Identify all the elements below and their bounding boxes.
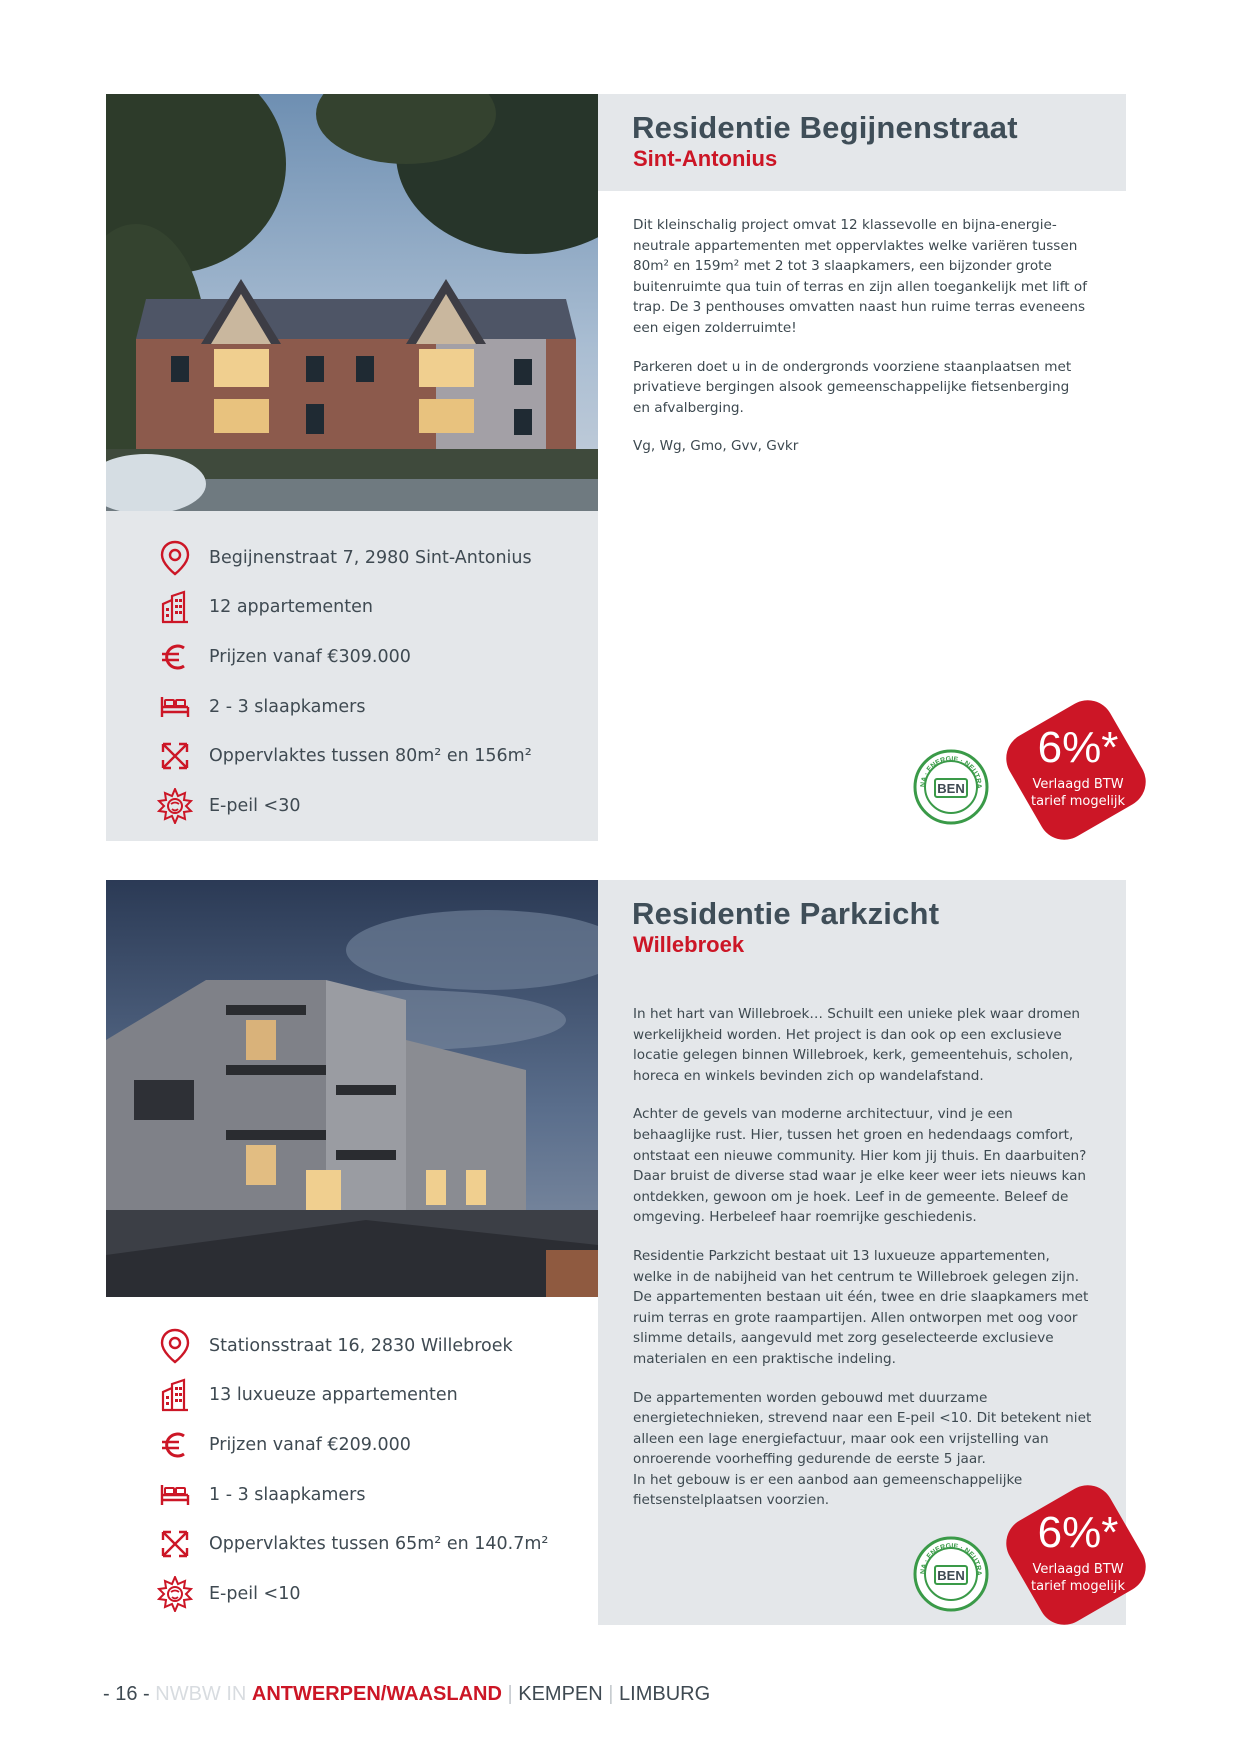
building-icon [155, 1375, 195, 1415]
euro-icon [155, 1425, 195, 1465]
page-footer [103, 1683, 710, 1706]
bed-icon [155, 1475, 195, 1515]
feature-label: Oppervlaktes tussen 80m² en 156m² [209, 746, 532, 767]
bed-icon [155, 687, 195, 727]
vat-line-2: tarief mogelijk [1031, 794, 1125, 809]
project-photo [106, 880, 598, 1297]
ben-seal-ring-text: NA · ENERGIE · NEUTRA [919, 1542, 983, 1576]
description-paragraph: Vg, Wg, Gmo, Gvv, Gvkr [633, 438, 799, 455]
sun-energy-icon [155, 786, 195, 826]
project-location: Willebroek [633, 932, 745, 957]
feature-list [155, 533, 532, 831]
project-description [633, 1004, 1093, 1529]
description-paragraph: Achter de gevels van moderne architectuur, vind je een behaaglijke rust. Hier, tussen het groen en hedendaags comfort, ontstaat een nieuwe community. Hier kom jij thuis. En daarbuiten? Daar bruist de diverse stad waar je elke keer weer iets nieuws kan ontdekken, gewoon om je hoek. Leef in de gemeente. Beleef de omgeving. Herbeleef haar roemrijke geschiedenis. [633, 1106, 1087, 1226]
feature-label: E-peil <30 [209, 795, 301, 816]
vat-line-2: tarief mogelijk [1031, 1579, 1125, 1594]
feature-label: Oppervlaktes tussen 65m² en 140.7m² [209, 1534, 549, 1555]
vat-percent: 6%* [1037, 1508, 1119, 1557]
feature-label: 1 - 3 slaapkamers [209, 1484, 366, 1505]
footer-separator: | [608, 1683, 614, 1705]
vat-line-1: Verlaagd BTW [1032, 1562, 1124, 1577]
feature-label: Prijzen vanaf €209.000 [209, 1434, 411, 1455]
footer-region[interactable]: LIMBURG [619, 1683, 711, 1705]
feature-bedrooms [155, 1470, 548, 1520]
vat-badge [996, 1475, 1156, 1635]
euro-icon [155, 637, 195, 677]
page-number: - 16 - [103, 1683, 150, 1705]
feature-area [155, 731, 532, 781]
location-pin-icon [155, 1326, 195, 1366]
vat-percent: 6%* [1037, 723, 1119, 772]
feature-price [155, 632, 532, 682]
project-title: Residentie Parkzicht [632, 896, 940, 931]
building-render-illustration [106, 880, 598, 1297]
footer-brand: NWBW IN [155, 1683, 247, 1705]
location-pin-icon [155, 538, 195, 578]
feature-label: 13 luxueuze appartementen [209, 1385, 458, 1406]
feature-epeil [155, 1569, 548, 1619]
feature-label: 2 - 3 slaapkamers [209, 696, 366, 717]
description-paragraph: Residentie Parkzicht bestaat uit 13 luxueuze appartementen, welke in de nabijheid van het centrum te Willebroek gelegen zijn. De appartementen bestaan uit één, twee en drie slaapkamers met ruim terras en grote raampartijen. Allen ontworpen met oog voor slimme details, aangevuld met zorg geselecteerde exclusieve materialen en een praktische indeling. [633, 1247, 1089, 1367]
ben-seal-center-text: BEN [937, 781, 965, 796]
ben-seal [913, 1536, 989, 1612]
feature-label: Begijnenstraat 7, 2980 Sint-Antonius [209, 547, 532, 568]
footer-region-active[interactable]: ANTWERPEN/WAASLAND [251, 1683, 502, 1705]
ben-seal-center-text: BEN [937, 1568, 965, 1583]
feature-address [155, 533, 532, 583]
building-render-illustration [106, 94, 598, 511]
project-photo [106, 94, 598, 511]
feature-area [155, 1519, 548, 1569]
feature-label: Stationsstraat 16, 2830 Willebroek [209, 1335, 513, 1356]
project-location: Sint-Antonius [633, 146, 778, 171]
feature-label: E-peil <10 [209, 1583, 301, 1604]
vat-badge [996, 690, 1156, 850]
expand-arrows-icon [155, 1524, 195, 1564]
description-paragraph: In het hart van Willebroek… Schuilt een unieke plek waar dromen werkelijkheid worden. Het project is dan ook op een exclusieve locatie gelegen binnen Willebroek, kerk, gemeentehuis, scholen, horeca en winkels bevinden zich op wandelafstand. [633, 1006, 1081, 1084]
description-paragraph: Dit kleinschalig project omvat 12 klassevolle en bijna-energie-neutrale appartementen met oppervlaktes welke variëren tussen 80m² en 159m² met 2 tot 3 slaapkamers, een bijzonder grote buitenruimte qua tuin of terras en zijn allen toegankelijk met lift of trap. De 3 penthouses omvatten naast hun ruime terras eveneens een eigen zolderruimte! [633, 217, 1087, 336]
feature-epeil [155, 781, 532, 831]
description-paragraph: Parkeren doet u in de ondergronds voorziene staanplaatsen met privatieve bergingen alsook gemeenschappelijke fietsenberging en afvalberging. [633, 358, 1072, 416]
feature-price [155, 1420, 548, 1470]
description-paragraph: De appartementen worden gebouwd met duurzame energietechnieken, strevend naar een E-peil <10. Dit betekent niet alleen een lage energiefactuur, maar ook een vrijstelling van onroerende voorheffing gedurende de eerste 5 jaar. In het gebouw is er een aanbod aan gemeenschappelijke fietsenstelplaatsen voorzien. [633, 1389, 1092, 1509]
feature-label: 12 appartementen [209, 597, 373, 618]
feature-list [155, 1321, 548, 1619]
footer-separator: | [507, 1683, 513, 1705]
feature-units [155, 583, 532, 633]
sun-energy-icon [155, 1574, 195, 1614]
feature-address [155, 1321, 548, 1371]
building-icon [155, 587, 195, 627]
vat-line-1: Verlaagd BTW [1032, 777, 1124, 792]
project-title: Residentie Begijnenstraat [632, 110, 1018, 145]
feature-bedrooms [155, 682, 532, 732]
project-description [633, 215, 1088, 475]
feature-units [155, 1371, 548, 1421]
ben-seal-ring-text: NA · ENERGIE · NEUTRA [919, 755, 983, 789]
expand-arrows-icon [155, 736, 195, 776]
feature-label: Prijzen vanaf €309.000 [209, 646, 411, 667]
footer-region[interactable]: KEMPEN [518, 1683, 603, 1705]
ben-seal [913, 749, 989, 825]
